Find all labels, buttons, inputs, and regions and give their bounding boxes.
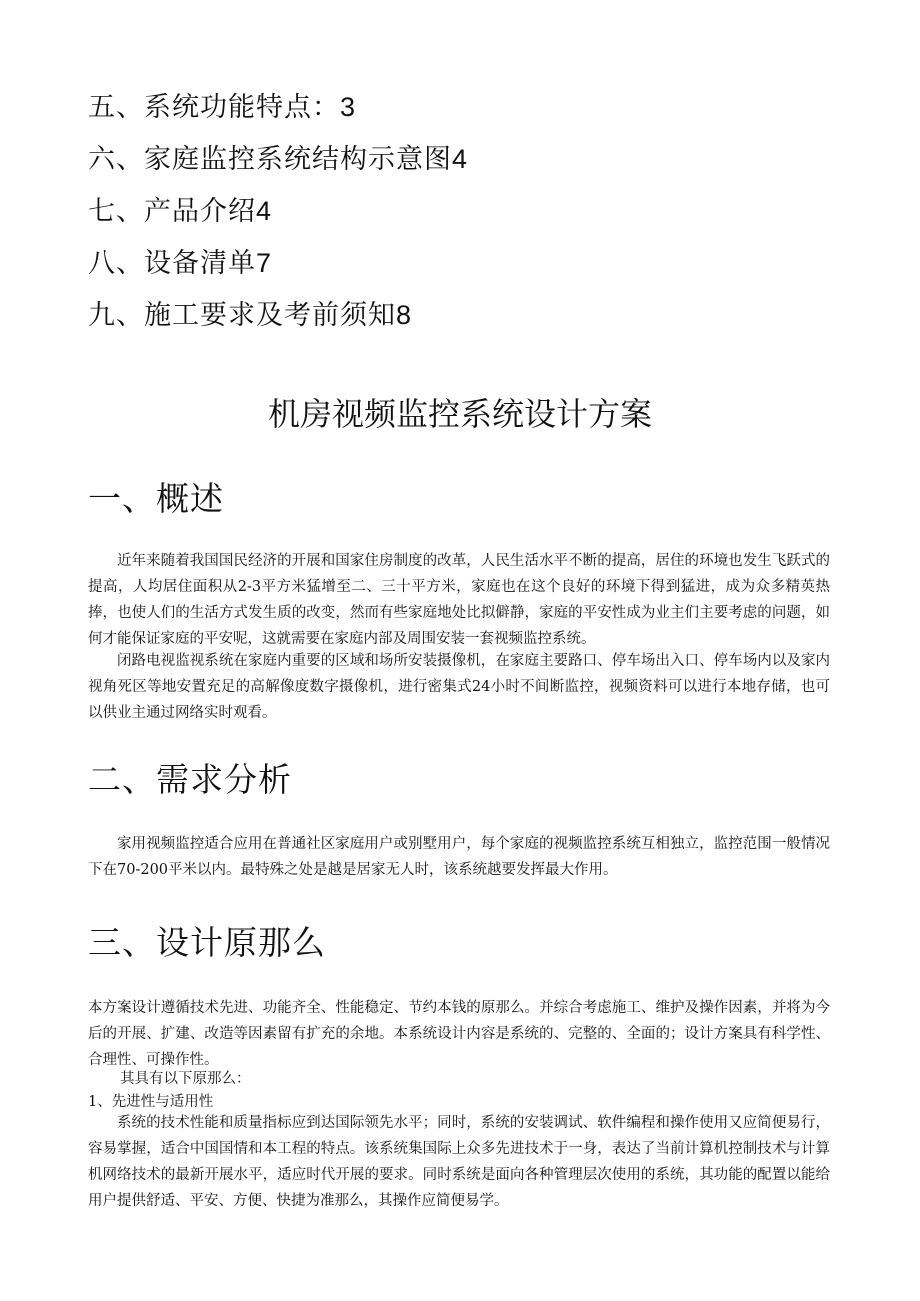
toc-entry-label: 七、产品介绍 (88, 196, 256, 227)
toc-entry-6 (88, 142, 468, 177)
toc-entry-7 (88, 194, 272, 229)
requirements-paragraph-1: 家用视频监控适合应用在普通社区家庭用户或别墅用户，每个家庭的视频监控系统互相独立，监控范围一般情况下在70-200平米以内。最特殊之处是越是居家无人时，该系统越要发挥最大作用。 (88, 836, 830, 878)
toc-entry-label: 五、系统功能特点： (88, 92, 340, 123)
overview-paragraph-2: 闭路电视监视系统在家庭内重要的区域和场所安装摄像机，在家庭主要路口、停车场出入口、停车场内以及家内视角死区等地安置充足的高解像度数字摄像机，进行密集式24小时不间断监控，视频资料可以进行本地存储，也可以供业主通过网络实时观看。 (88, 653, 830, 721)
toc-entry-8 (88, 246, 272, 281)
toc-entry-5 (88, 90, 356, 125)
section-heading-requirements: 二、需求分析 (88, 760, 292, 799)
toc-entry-label: 八、设备清单 (88, 248, 256, 279)
principle-item-title: 1、先进性与适用性 (88, 1094, 214, 1110)
section-heading-overview: 一、概述 (88, 479, 224, 518)
document-title: 机房视频监控系统设计方案 (267, 395, 652, 433)
toc-entry-page: 8 (396, 300, 413, 330)
toc-entry-label: 九、施工要求及考前须知 (88, 300, 396, 331)
section-heading-principles: 三、设计原那么 (88, 923, 326, 962)
principles-intro-line: 其具有以下原那么： (120, 1071, 251, 1087)
overview-paragraph-1: 近年来随着我国国民经济的开展和国家住房制度的改革，人民生活水平不断的提高，居住的环境也发生飞跃式的提高，人均居住面积从2-3平方米猛增至二、三十平方米，家庭也在这个良好的环境下得到猛进，成为众多精英热捧，也使人们的生活方式发生质的改变，然而有些家庭地处比拟僻静，家庭的平安性成为业主们主要考虑的问题，如何才能保证家庭的平安呢，这就需要在家庭内部及周围安装一套视频监控系统。 (88, 553, 830, 647)
toc-entry-9 (88, 298, 412, 333)
toc-entry-page: 3 (340, 92, 357, 122)
toc-entry-label: 六、家庭监控系统结构示意图 (88, 144, 452, 175)
toc-entry-page: 4 (256, 196, 273, 226)
principle-item-body: 系统的技术性能和质量指标应到达国际领先水平；同时，系统的安装调试、软件编程和操作使用又应简便易行，容易掌握，适合中国国情和本工程的特点。该系统集国际上众多先进技术于一身，表达了当前计算机控制技术与计算机网络技术的最新开展水平，适应时代开展的要求。同时系统是面向各种管理层次使用的系统，其功能的配置以能给用户提供舒适、平安、方便、快捷为准那么，其操作应简便易学。 (88, 1115, 830, 1209)
toc-entry-page: 7 (256, 248, 273, 278)
principles-paragraph-1: 本方案设计遵循技术先进、功能齐全、性能稳定、节约本钱的原那么。并综合考虑施工、维护及操作因素，并将为今后的开展、扩建、改造等因素留有扩充的余地。本系统设计内容是系统的、完整的、全面的；设计方案具有科学性、合理性、可操作性。 (88, 1000, 830, 1068)
toc-entry-page: 4 (452, 144, 469, 174)
